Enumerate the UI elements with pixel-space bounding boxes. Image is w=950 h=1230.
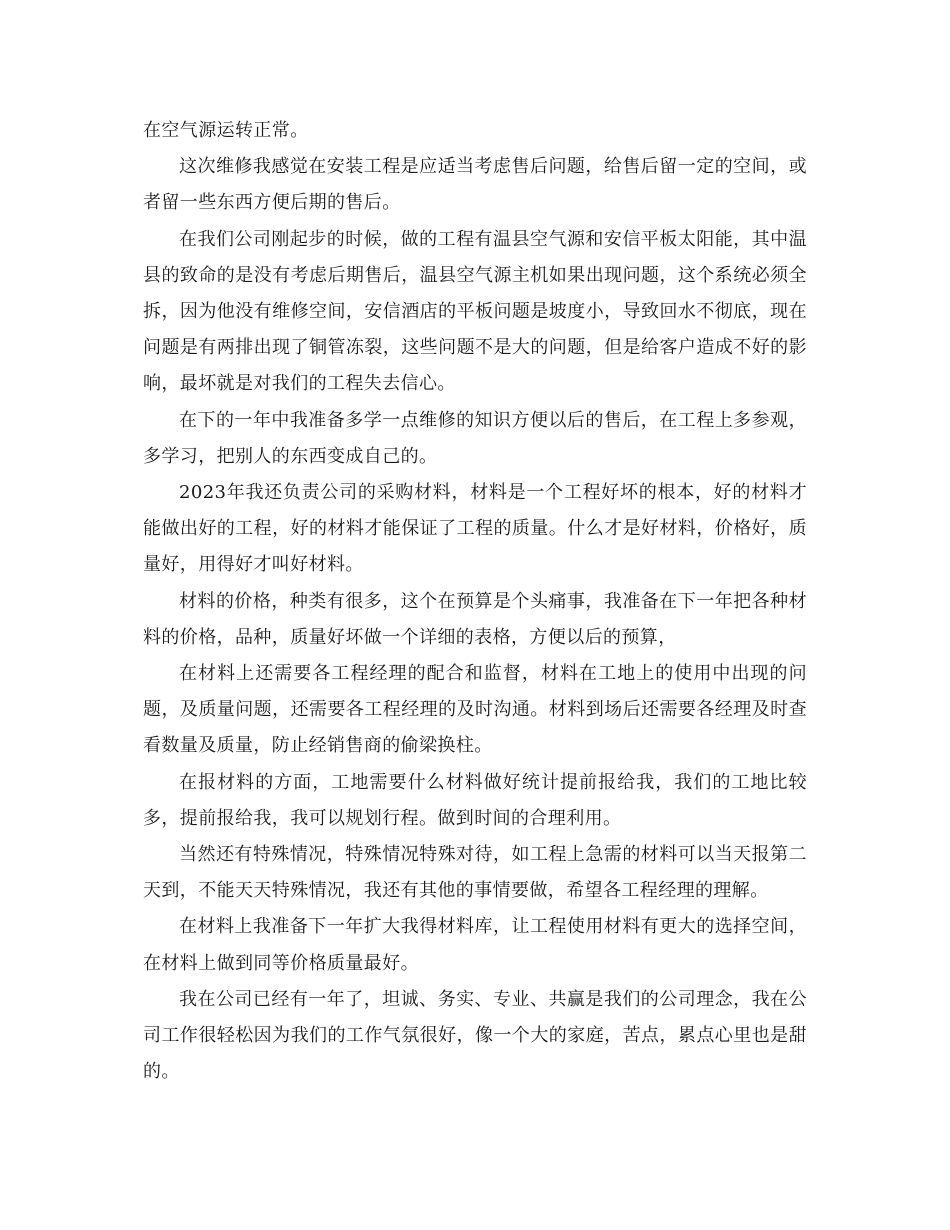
- paragraph-10: 在材料上我准备下一年扩大我得材料库，让工程使用材料有更大的选择空间，在材料上做到同等价格质量最好。: [143, 916, 807, 974]
- paragraph-8: 在报材料的方面，工地需要什么材料做好统计提前报给我，我们的工地比较多，提前报给我，我可以规划行程。做到时间的合理利用。: [143, 771, 807, 829]
- paragraph-3: 在我们公司刚起步的时候，做的工程有温县空气源和安信平板太阳能，其中温县的致命的是没有考虑后期售后，温县空气源主机如果出现问题，这个系统必须全拆，因为他没有维修空间，安信酒店的平板问题是坡度小，导致回水不彻底，现在问题是有两排出现了铜管冻裂，这些问题不是大的问题，但是给客户造成不好的影响，最坏就是对我们的工程失去信心。: [143, 228, 807, 395]
- document-body: [143, 113, 807, 1090]
- paragraph-2: 这次维修我感觉在安装工程是应适当考虑售后问题，给售后留一定的空间，或者留一些东西方便后期的售后。: [143, 156, 807, 214]
- paragraph-11: 我在公司已经有一年了，坦诚、务实、专业、共赢是我们的公司理念，我在公司工作很轻松因为我们的工作气氛很好，像一个大的家庭，苦点，累点心里也是甜的。: [143, 988, 807, 1083]
- paragraph-9: 当然还有特殊情况，特殊情况特殊对待，如工程上急需的材料可以当天报第二天到，不能天天特殊情况，我还有其他的事情要做，希望各工程经理的理解。: [143, 844, 807, 902]
- paragraph-4: 在下的一年中我准备多学一点维修的知识方便以后的售后，在工程上多参观，多学习，把别人的东西变成自己的。: [143, 409, 807, 467]
- paragraph-7: 在材料上还需要各工程经理的配合和监督，材料在工地上的使用中出现的问题，及质量问题，还需要各工程经理的及时沟通。材料到场后还需要各经理及时查看数量及质量，防止经销售商的偷梁换柱。: [143, 663, 807, 757]
- paragraph-6: 材料的价格，种类有很多，这个在预算是个头痛事，我准备在下一年把各种材料的价格，品种，质量好坏做一个详细的表格，方便以后的预算，: [143, 590, 807, 648]
- paragraph-1: 在空气源运转正常。: [143, 120, 309, 141]
- paragraph-5: 2023年我还负责公司的采购材料，材料是一个工程好坏的根本，好的材料才能做出好的工程，好的材料才能保证了工程的质量。什么才是好材料，价格好，质量好，用得好才叫好材料。: [143, 482, 807, 576]
